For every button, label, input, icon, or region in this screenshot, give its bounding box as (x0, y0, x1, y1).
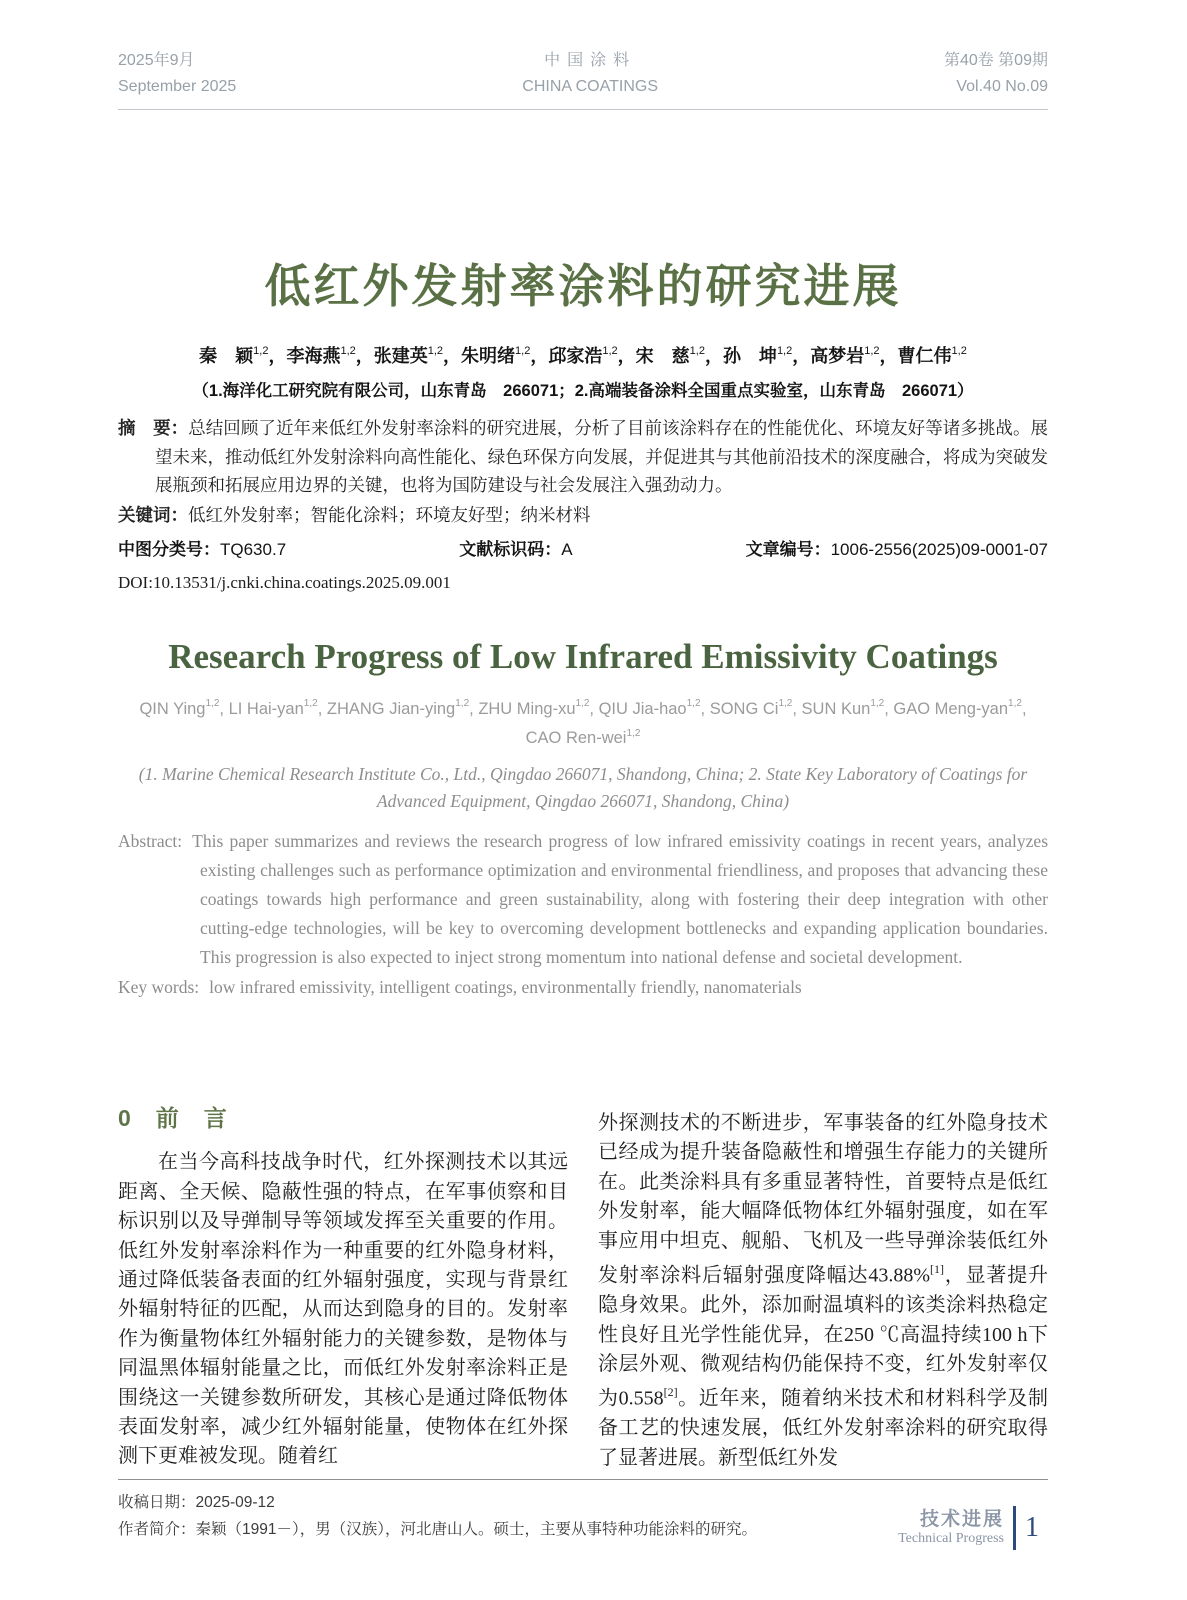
column-label (898, 1509, 1004, 1547)
author-name: GAO Meng-yan$^{1,2}$, (893, 698, 1027, 718)
right-column (598, 1104, 1048, 1473)
article-title-en: Research Progress of Low Infrared Emissivity Coatings (168, 637, 998, 676)
author-name: 高梦岩$^{1,2}$， (810, 345, 898, 366)
header-date (118, 48, 236, 100)
body-paragraph: 外探测技术的不断进步，军事装备的红外隐身技术已经成为提升装备隐蔽性和增强生存能力的关键所在。此类涂料具有多重显著特性，首要特点是低红外发射率，能大幅降低物体红外辐射强度，如在军事应用中坦克、舰船、飞机及一些导弹涂装低红外发射率涂料后辐射强度降幅达43.88%[1]，显著提升隐身效果。此外，添加耐温填料的该类涂料热稳定性良好且光学性能优异，在250 ℃高温持续100 h下涂层外观、微观结构仍能保持不变，红外发射率仅为0.558[2]。近年来，随着纳米技术和材料科学及制备工艺的快速发展，低红外发射率涂料的研究取得了显著进展。新型低红外发 (598, 1112, 1049, 1469)
header-date-en: September 2025 (118, 78, 237, 95)
keywords-cn-text: 低红外发射率；智能化涂料；环境友好型；纳米材料 (188, 504, 591, 525)
article-title-cn: 低红外发射率涂料的研究进展 (264, 260, 902, 312)
author-bio: 作者简介：秦颖（1991－），男（汉族），河北唐山人。硕士，主要从事特种功能涂料的研究。 (118, 1521, 757, 1539)
section-heading: 0 前 言 (118, 1105, 228, 1131)
author-name: CAO Ren-wei$^{1,2}$ (525, 727, 641, 747)
journal-header (118, 0, 1048, 110)
doi: DOI:10.13531/j.cnki.china.coatings.2025.09.001 (118, 573, 451, 592)
document-code: 文献标识码：A (459, 540, 573, 559)
left-column (118, 1104, 568, 1473)
author-name: 张建英$^{1,2}$， (373, 345, 462, 366)
abstract-en-label: Abstract: (118, 831, 183, 851)
reference-marker: [1] (930, 1262, 945, 1277)
authors-cn (118, 340, 1048, 368)
column-label-cn: 技术进展 (919, 1509, 1004, 1530)
abstract-cn-text: 总结回顾了近年来低红外发射率涂料的研究进展，分析了目前该涂料存在的性能优化、环境友好等诸多挑战。展望未来，推动低红外发射涂料向高性能化、绿色环保方向发展，并促进其与其他前沿技术的深度融合，将成为突破发展瓶颈和拓展应用边界的关键，也将为国防建设与社会发展注入强劲动力。 (155, 418, 1049, 495)
header-journal-name (522, 48, 658, 100)
abstract-en (118, 827, 1048, 972)
author-name: SONG Ci$^{1,2}$, (709, 698, 802, 718)
page-number: 1 (1025, 1512, 1039, 1543)
body-columns (118, 1104, 1048, 1473)
reference-marker: [2] (663, 1385, 678, 1400)
abstract-en-text: This paper summarizes and reviews the research progress of low infrared emissivity coatings in recent years, analyzes existing challenges such as performance optimization and environmental friendliness, and proposes that advancing these coatings towards high performance and green sustainability, along with fostering their deep integration with other cutting-edge technologies, will be key to overcoming development bottlenecks and expanding application boundaries. This progression is also expected to inject strong momentum into national defense and societal development. (192, 831, 1048, 967)
journal-name-cn: 中国涂料 (544, 52, 637, 69)
header-date-cn: 2025年9月 (118, 52, 195, 69)
author-name: SUN Kun$^{1,2}$, (801, 698, 894, 718)
keywords-en-label: Key words: (118, 977, 200, 997)
header-volume-en: Vol.40 No.09 (956, 78, 1048, 95)
keywords-en (118, 973, 1048, 1002)
clc-number: 中图分类号：TQ630.7 (118, 540, 287, 559)
author-name: 朱明绪$^{1,2}$， (461, 345, 549, 366)
abstract-cn (118, 414, 1048, 500)
classification-row (118, 536, 1048, 564)
author-name: 邱家浩$^{1,2}$， (548, 345, 636, 366)
received-date: 收稿日期：2025-09-12 (118, 1494, 275, 1512)
affiliation-en: (1. Marine Chemical Research Institute Co., Ltd., Qingdao 266071, Shandong, China; 2. State Key Laboratory of Coatings for Advanced Equipment, Qingdao 266071, Shandong, China) (138, 764, 1028, 811)
author-name: LI Hai-yan$^{1,2}$, (228, 698, 327, 718)
author-name: 孙 坤$^{1,2}$， (722, 345, 811, 366)
journal-name-en: CHINA COATINGS (522, 78, 658, 95)
authors-en-line1 (118, 692, 1048, 722)
keywords-cn-label: 关键词： (118, 504, 188, 525)
page-footer (898, 1506, 1039, 1550)
authors-en-line2 (118, 722, 1048, 752)
keywords-cn (118, 501, 1048, 530)
article-id: 文章编号：1006-2556(2025)09-0001-07 (745, 540, 1048, 559)
affiliation-cn: （1.海洋化工研究院有限公司，山东青岛 266071；2.高端装备涂料全国重点实验室，山东青岛 266071） (192, 382, 974, 400)
author-name: QIN Ying$^{1,2}$, (139, 698, 229, 718)
header-volume (944, 48, 1048, 100)
header-volume-cn: 第40卷 第09期 (943, 52, 1048, 69)
footer-divider (1013, 1506, 1016, 1550)
column-label-en: Technical Progress (898, 1531, 1004, 1546)
body-paragraph: 在当今高科技战争时代，红外探测技术以其远距离、全天候、隐蔽性强的特点，在军事侦察和目标识别以及导弹制导等领域发挥至关重要的作用。低红外发射率涂料作为一种重要的红外隐身材料，通过降低装备表面的红外辐射强度，实现与背景红外辐射特征的匹配，从而达到隐身的目的。发射率作为衡量物体红外辐射能力的关键参数，是物体与同温黑体辐射能量之比，而低红外发射率涂料正是围绕这一关键参数所研发，其核心是通过降低物体表面发射率，减少红外辐射能量，使物体在红外探测下更难被发现。随着红 (118, 1151, 568, 1468)
author-name: QIU Jia-hao$^{1,2}$, (598, 698, 710, 718)
authors-en (118, 692, 1048, 751)
author-name: 宋 慈$^{1,2}$， (635, 345, 723, 366)
author-name: 秦 颖$^{1,2}$， (199, 345, 287, 366)
keywords-en-text: low infrared emissivity, intelligent coatings, environmentally friendly, nanomaterials (209, 977, 802, 997)
author-name: 李海燕$^{1,2}$， (286, 345, 374, 366)
author-name: 曹仁伟$^{1,2}$ (897, 345, 967, 366)
author-name: ZHANG Jian-ying$^{1,2}$, (326, 698, 479, 718)
author-name: ZHU Ming-xu$^{1,2}$, (478, 698, 599, 718)
abstract-cn-label: 摘 要： (118, 418, 189, 438)
